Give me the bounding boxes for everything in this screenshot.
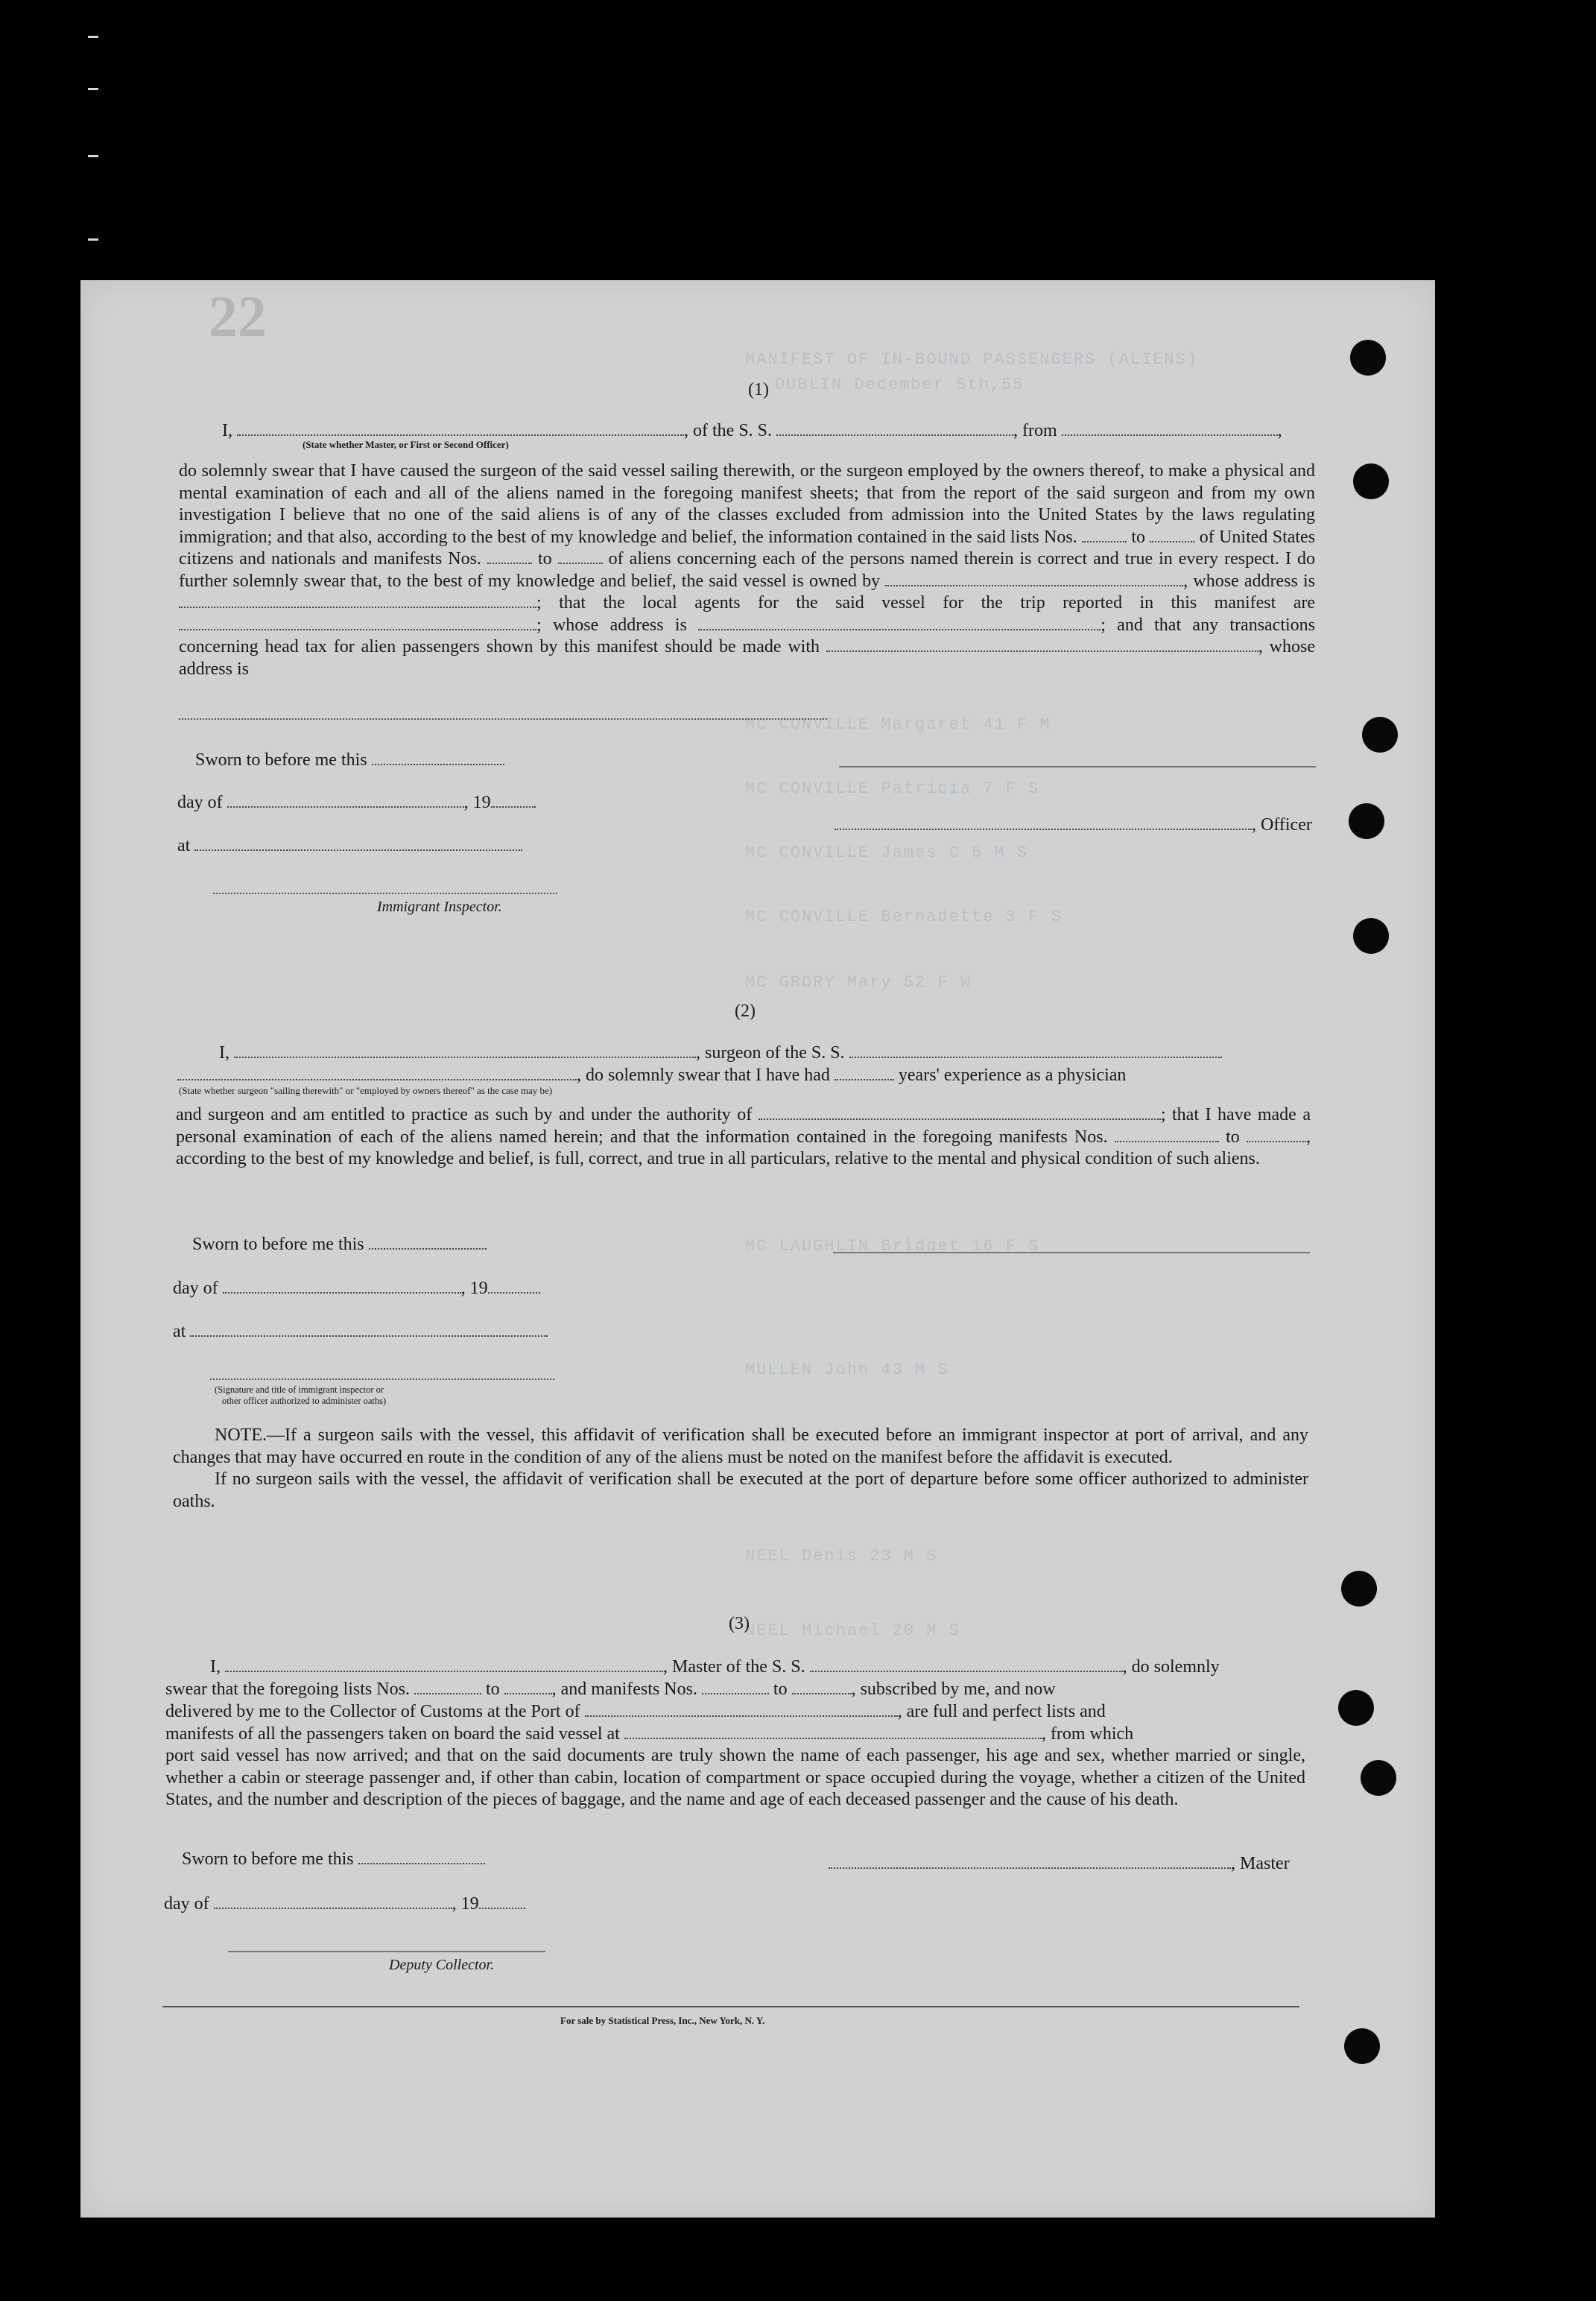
s2-sworn-line: Sworn to before me this [192,1233,487,1256]
edge-mark [88,36,98,38]
s2-caption: (State whether surgeon "sailing therewith" or "employed by owners thereof" as the case may be) [179,1085,553,1096]
s1-oath-text: do solemnly swear that I have caused the surgeon of the said vessel sailing therewith, or the surgeon employed by the owners thereof, to make a physical and mental examination of each and all of the aliens named in the foregoing manifest sheets; that from the report of the said surgeon and from my own investigation I believe that no one of the said aliens is of any of the classes excluded from admission into the United States by the laws regulating immigration; and that also, according to the best of my knowledge and belief, the information contained in the said lists Nos. to of United States citizens and nationals and manifests Nos. to of aliens concerning each of the persons named therein is correct and true in every respect. I do further solemnly swear that, to the best of my knowledge and belief, the said vessel is owned by , whose address is ; that the local agents for the said vessel for the trip reported in this manifest are ; whose address is ; and that any transactions concerning head tax for alien passengers shown by this manifest should be made with , whose address is [179,461,1316,679]
s3-line-3: delivered by me to the Collector of Customs at the Port of , are full and perfect lists and [165,1702,1106,1721]
s2-sworn-field[interactable] [369,1235,487,1250]
s2-name-field[interactable] [234,1043,696,1058]
s1-manifests-to[interactable] [558,549,603,564]
s2-note [173,1425,1308,1513]
s3-oath-text: port said vessel has now arrived; and that on the said documents are truly shown the name of each passenger, his age and sex, whether married or single, whether a cabin or steerage passenger and, if other than cabin, location of compartment or space occupied during the voyage, whether a citizen of the United States, and the number and description of the pieces of baggage, and the name and age of each deceased passenger and the cause of his death. [165,1746,1305,1809]
s3-manifests-to[interactable] [792,1680,852,1694]
s2-sig-caption-1: (Signature and title of immigrant inspector or [215,1384,384,1395]
s2-sig-caption-2: other officer authorized to administer oaths) [222,1396,387,1406]
bleed-through-text: MC GRORY Mary 52 F W [745,973,972,992]
s1-officer-line: , Officer [835,814,1312,836]
s2-inspector-line[interactable] [210,1379,554,1380]
s1-owner-field[interactable] [885,572,1183,586]
s1-year-field[interactable] [491,793,536,808]
s3-lists-from[interactable] [414,1680,481,1694]
bleed-through-text: NEEL Denis 23 M S [745,1547,938,1566]
s1-lists-from[interactable] [1082,528,1127,542]
edge-mark [88,238,98,241]
s3-year-field[interactable] [479,1894,525,1909]
s3-boarding-field[interactable] [624,1724,1042,1739]
s1-sworn-line: Sworn to before me this [195,749,504,771]
s2-day-field[interactable] [223,1279,461,1294]
bleed-through-text: MC LAUGHLIN Bridget 16 F S [745,1237,1040,1256]
bleed-through-text: NEEL Michael 20 M S [745,1621,960,1640]
punch-hole [1362,717,1398,753]
s3-port-field[interactable] [585,1702,898,1717]
s2-signature-line[interactable] [833,1252,1310,1253]
s2-day-line: day of , 19 [173,1277,540,1300]
section-3-number: (3) [729,1614,750,1633]
s1-declarant-line: I, , of the S. S. , from , [222,421,1282,440]
section-1-number: (1) [748,380,769,399]
s1-agents-address[interactable] [698,615,1101,630]
s1-officer-field[interactable] [835,815,1252,830]
s1-day-line: day of , 19 [177,791,536,814]
footer-printer: For sale by Statistical Press, Inc., New York, N. Y. [560,2015,765,2026]
s2-oath-text: and surgeon and am entitled to practice as such by and under the authority of ; that I have made a personal examination of each of the aliens named herein; and that the information contained in the foregoing manifests Nos. to , according to the best of my knowledge and belief, is full, correct, and true in all particulars, relative to the mental and physical condition of such aliens. [176,1105,1311,1168]
s3-master-field[interactable] [829,1854,1231,1869]
edge-mark [88,155,98,157]
s1-signature-line[interactable] [839,766,1316,767]
s3-day-field[interactable] [214,1894,452,1909]
s2-manifests-from[interactable] [1115,1127,1219,1142]
s1-inspector-line[interactable] [213,893,557,894]
s1-headtax-field[interactable] [826,637,1258,652]
s2-experience-line: , do solemnly swear that I have had years' experience as a physician [177,1064,1126,1086]
s1-from-field[interactable] [1062,421,1278,436]
punch-hole [1353,463,1389,499]
s2-employment-field[interactable] [177,1066,577,1080]
s2-note-1: NOTE.—If a surgeon sails with the vessel, this affidavit of verification shall be executed before an immigrant inspector at port of arrival, and any changes that may have occurred en route in the condition of any of the aliens must be noted on the manifest before the affidavit is executed. [173,1425,1308,1467]
bleed-through-text: MC CONVILLE James C 5 M S [745,844,1029,862]
edge-mark [88,88,98,90]
s2-at-field[interactable] [190,1322,548,1337]
bleed-through-text: DUBLIN December 5th,55 [775,376,1025,394]
s2-authority-field[interactable] [759,1105,1161,1120]
bleed-through-text: MULLEN John 43 M S [745,1361,949,1379]
punch-hole [1350,340,1386,376]
punch-hole [1349,803,1384,839]
punch-hole [1341,1571,1377,1607]
s1-day-field[interactable] [227,793,464,808]
s3-line-2: swear that the foregoing lists Nos. to , and manifests Nos. to , subscribed by me, and now [165,1680,1056,1699]
footer-rule [162,2006,1299,2007]
bleed-through-text: MC CONVILLE Bernadette 3 F S [745,908,1063,926]
s3-vessel-field[interactable] [810,1657,1123,1672]
s3-line-4: manifests of all the passengers taken on board the said vessel at , from which [165,1724,1134,1744]
s3-deputy-line[interactable] [228,1951,545,1952]
s1-lists-to[interactable] [1150,528,1194,542]
bleed-through-text: MANIFEST OF IN-BOUND PASSENGERS (ALIENS) [745,350,1199,369]
s1-vessel-field[interactable] [776,421,1013,436]
s1-inspector-label: Immigrant Inspector. [377,899,502,915]
s1-headtax-address-line[interactable] [179,718,827,720]
bleed-through-text: MC CONVILLE Patricia 7 F S [745,779,1040,798]
s3-sworn-field[interactable] [358,1849,485,1864]
s3-manifests-from[interactable] [702,1680,769,1694]
s1-at-line: at [177,835,522,857]
s1-manifests-from[interactable] [487,549,532,564]
s3-day-line: day of , 19 [164,1893,525,1915]
s3-sworn-line: Sworn to before me this [182,1848,485,1870]
s3-line-1: I, , Master of the S. S. , do solemnly [210,1657,1220,1677]
s3-lists-to[interactable] [504,1680,552,1694]
page-number: 22 [209,284,267,349]
s2-note-2: If no surgeon sails with the vessel, the affidavit of verification shall be executed at the port of departure before some officer authorized to administer oaths. [173,1469,1308,1511]
punch-hole [1338,1690,1374,1726]
punch-hole [1361,1760,1396,1796]
s1-name-field[interactable] [237,421,684,436]
s3-deputy-label: Deputy Collector. [389,1957,495,1973]
s1-sworn-field[interactable] [372,750,504,765]
punch-hole [1353,918,1389,954]
s2-year-field[interactable] [488,1279,540,1294]
s2-declarant-line: I, , surgeon of the S. S. [219,1042,1222,1064]
punch-hole [1344,2028,1380,2064]
s2-manifests-to[interactable] [1247,1127,1306,1142]
s1-at-field[interactable] [194,836,522,851]
bleed-through-text: MC CONVILLE Margaret 41 F M [745,715,1051,734]
s1-owner-address[interactable] [179,593,536,608]
s1-agents-field[interactable] [179,615,536,630]
s2-vessel-field[interactable] [849,1043,1222,1058]
section-2-number: (2) [735,1001,756,1021]
s3-master-line: , Master [829,1852,1290,1875]
s3-name-field[interactable] [225,1657,663,1672]
s1-caption: (State whether Master, or First or Second Officer) [303,439,509,450]
s2-years-field[interactable] [835,1066,894,1080]
s2-at-line: at [173,1320,548,1343]
